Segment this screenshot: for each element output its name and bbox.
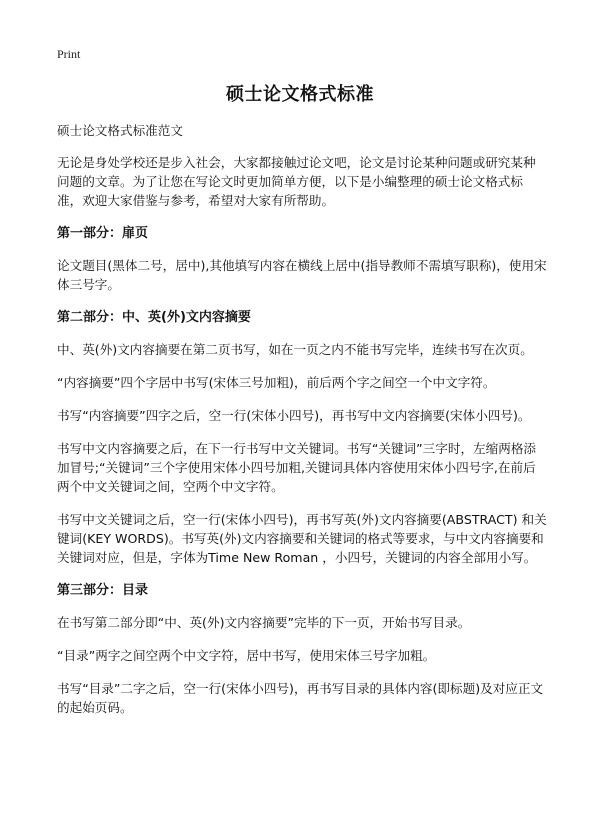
section3-paragraph: 在书写第二部分即“中、英(外)文内容摘要”完毕的下一页，开始书写目录。 xyxy=(57,615,471,630)
section-heading-abstract: 第二部分：中、英(外)文内容摘要 xyxy=(57,310,251,325)
section2-paragraph: 书写中文关键词之后，空一行(宋体小四号)，再书写英(外)文内容摘要(ABSTRACT) 和关键词(KEY WORDS)。书写英(外)文内容摘要和关键词的格式等要求，与中文内容摘要和关键词对应，但是，字体为Time New Roman ，小四号，关键词的内容全部用小写。 xyxy=(57,512,547,565)
section3-paragraph: “目录”两字之间空两个中文字符，居中书写，使用宋体三号字加粗。 xyxy=(57,648,436,663)
section2-paragraph: 中、英(外)文内容摘要在第二页书写，如在一页之内不能书写完毕，连续书写在次页。 xyxy=(57,342,533,357)
print-label: Print xyxy=(57,47,81,61)
section-heading-title-page: 第一部分：扉页 xyxy=(57,226,149,241)
page-title: 硕士论文格式标准 xyxy=(226,84,374,105)
document-subtitle: 硕士论文格式标准范文 xyxy=(57,123,183,138)
section2-paragraph: 书写中文内容摘要之后，在下一行书写中文关键词。书写“关键词”三字时，左缩两格添加冒号;“关键词”三个字使用宋体小四号加粗,关键词具体内容使用宋体小四号字,在前后两个中文关键词之间，空两个中文字符。 xyxy=(57,441,537,494)
document-body xyxy=(57,121,547,731)
section2-paragraph: 书写“内容摘要”四字之后，空一行(宋体小四号)，再书写中文内容摘要(宋体小四号)。 xyxy=(57,408,531,423)
intro-paragraph: 无论是身处学校还是步入社会，大家都接触过论文吧，论文是讨论某种问题或研究某种问题的文章。为了让您在写论文时更加简单方便，以下是小编整理的硕士论文格式标准，欢迎大家借鉴与参考，希望对大家有所帮助。 xyxy=(57,155,536,208)
section-heading-contents: 第三部分：目录 xyxy=(57,583,149,598)
section2-paragraph: “内容摘要”四个字居中书写(宋体三号加粗)，前后两个字之间空一个中文字符。 xyxy=(57,375,496,390)
section3-paragraph: 书写“目录”二字之后，空一行(宋体小四号)，再书写目录的具体内容(即标题)及对应正文的起始页码。 xyxy=(57,681,544,715)
section1-paragraph: 论文题目(黑体二号，居中),其他填写内容在横线上居中(指导教师不需填写职称)，使用宋体三号字。 xyxy=(57,258,547,292)
